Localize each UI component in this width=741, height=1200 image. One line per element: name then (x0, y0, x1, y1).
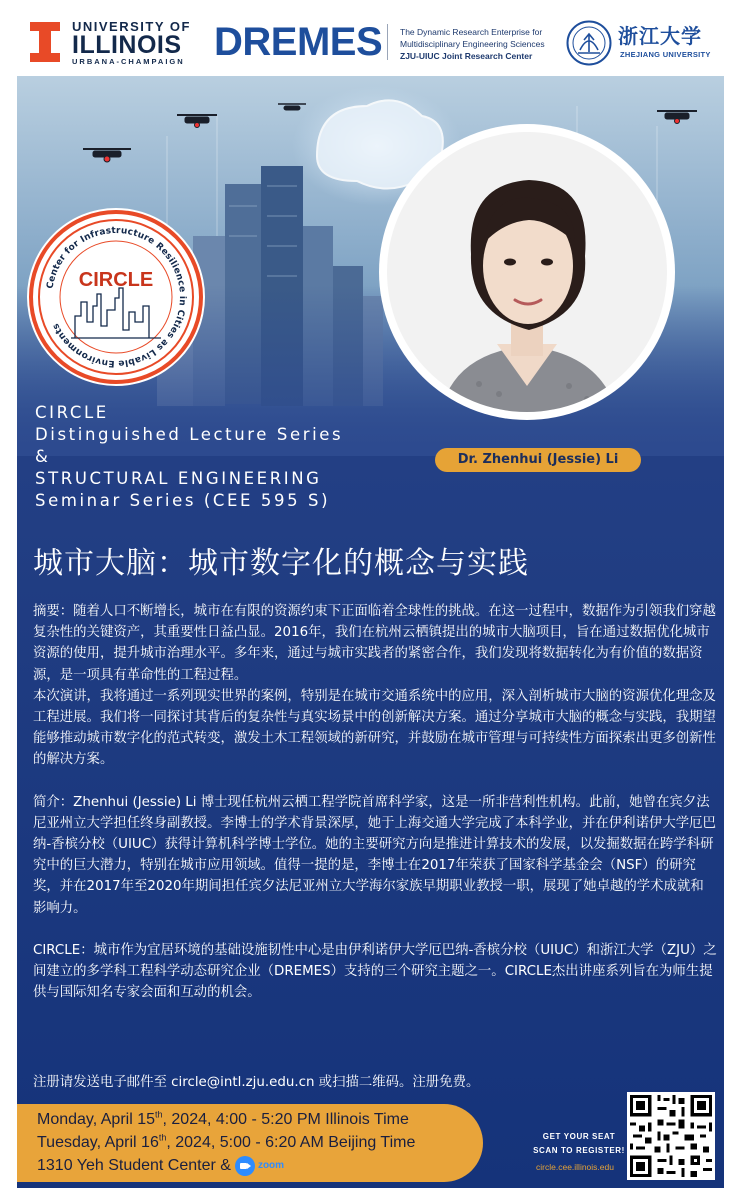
uiuc-line3: URBANA-CHAMPAIGN (72, 57, 185, 66)
lecture-body (33, 601, 717, 1003)
dremes-wordmark: DREMES (214, 20, 383, 64)
event-line1-rest: , 2024, 4:00 - 5:20 PM Illinois Time (162, 1111, 409, 1128)
header (0, 0, 741, 75)
series-line2: Distinguished Lecture Series (35, 425, 344, 444)
event-line2-sup: th (158, 1132, 167, 1143)
event-details-box (17, 1104, 483, 1182)
abstract-paragraph-2: 本次演讲，我将通过一系列现实世界的案例，特别是在城市交通系统中的应用，深入剖析城市大脑的资源优化理念及工程进展。我们将一同探讨其背后的复杂性与真实场景中的创新解决方案。通过分享城市大脑的概念与实践，我期望能够推动城市数字化的范式转变，激发土木工程领域的新研究，并鼓励在城市管理与可持续性方面探索出更多创新性的解决方案。 (33, 688, 716, 768)
zoom-icon (235, 1156, 255, 1176)
abstract-paragraph-1: 摘要：随着人口不断增长，城市在有限的资源约束下正面临着全球性的挑战。在这一过程中，数据作为引领我们穿越复杂性的关键资产，其重要性日益凸显。2016年，我们在杭州云栖镇提出的城市大脑项目，旨在通过数据优化城市资源的使用，提升城市治理水平。多年来，通过与城市实践者的紧密合作，我们发现将数据转化为有价值的数据资源，是一项具有革命性的工程过程。 (33, 604, 716, 683)
event-location (37, 1156, 284, 1176)
dremes-desc-line1: The Dynamic Research Enterprise for (400, 27, 543, 37)
main-panel (17, 76, 724, 1188)
series-line5: Seminar Series (CEE 595 S) (35, 491, 331, 510)
dremes-desc-line3: ZJU-UIUC Joint Research Center (400, 51, 533, 61)
event-line1-sup: th (155, 1109, 163, 1120)
speaker-name-tag: Dr. Zhenhui (Jessie) Li (435, 448, 641, 472)
zoom-label: zoom (257, 1160, 285, 1171)
event-line1-day: Monday, April 15 (37, 1111, 155, 1128)
dremes-description (400, 26, 545, 62)
illinois-block-i-logo (30, 22, 60, 62)
event-line2-rest: , 2024, 5:00 - 6:20 AM Beijing Time (166, 1134, 416, 1151)
zju-seal-logo (566, 20, 612, 66)
series-line1: CIRCLE (35, 403, 109, 422)
series-line3: & (35, 447, 51, 466)
header-divider (387, 24, 388, 60)
registration-qr-code[interactable] (627, 1092, 715, 1180)
speaker-bio: 简介：Zhenhui (Jessie) Li 博士现任杭州云栖工程学院首席科学家，这是一所非营利性机构。此前，她曾在宾夕法尼亚州立大学担任终身副教授。李博士的学术背景深厚，她于上海交通大学完成了本科学业，并在伊利诺伊大学厄巴纳-香槟分校（UIUC）获得计算机科学博士学位。她的主要研究方向是推进计算技术的发展，以发掘数据在跨学科研究中的巨大潜力，特别在城市应用领域。值得一提的是，李博士在2017年荣获了国家科学基金会（NSF）的研究奖，并在2017年至2020年期间担任宾夕法尼亚州立大学海尔家族早期职业教授一职，展现了她卓越的学术成就和影响力。 (33, 794, 716, 916)
zju-english-name: ZHEJIANG UNIVERSITY (620, 50, 711, 59)
event-time-illinois (37, 1110, 409, 1130)
event-line2-day: Tuesday, April 16 (37, 1134, 159, 1151)
speaker-portrait (379, 124, 675, 420)
uiuc-line1: UNIVERSITY OF (72, 19, 191, 34)
circle-logo-acronym: CIRCLE (78, 269, 154, 291)
circle-about: CIRCLE：城市作为宜居环境的基础设施韧性中心是由伊利诺伊大学厄巴纳-香槟分校（UIUC）和浙江大学（ZJU）之间建立的多学科工程科学动态研究企业（DREMES）支持的三个研究主题之一。CIRCLE杰出讲座系列旨在为师生提供与国际知名专家会面和互动的机会。 (33, 942, 717, 1001)
uiuc-wordmark (72, 20, 191, 67)
cta-line1: GET YOUR SEAT (542, 1132, 616, 1141)
registration-cta (531, 1130, 627, 1158)
registration-note[interactable]: 注册请发送电子邮件至 circle@intl.zju.edu.cn 或扫描二维码。注册免费。 (33, 1075, 480, 1090)
event-location-text: 1310 Yeh Student Center & (37, 1157, 231, 1175)
event-time-beijing (37, 1133, 415, 1153)
circle-center-logo (25, 206, 207, 388)
uiuc-line2: ILLINOIS (72, 31, 182, 59)
cta-url-link[interactable]: circle.cee.illinois.edu (536, 1162, 614, 1172)
lecture-title: 城市大脑：城市数字化的概念与实践 (33, 546, 529, 581)
circle-logo-ring-text: Center for Infrastructure Resilience in Cities as Livable Environments (45, 225, 188, 369)
series-line4: STRUCTURAL ENGINEERING (35, 469, 322, 488)
cta-line2: SCAN TO REGISTER! (533, 1146, 625, 1155)
zju-chinese-name: 浙江大学 (618, 24, 702, 48)
dremes-desc-line2: Multidisciplinary Engineering Sciences (400, 39, 545, 49)
lecture-series-title (35, 402, 343, 512)
